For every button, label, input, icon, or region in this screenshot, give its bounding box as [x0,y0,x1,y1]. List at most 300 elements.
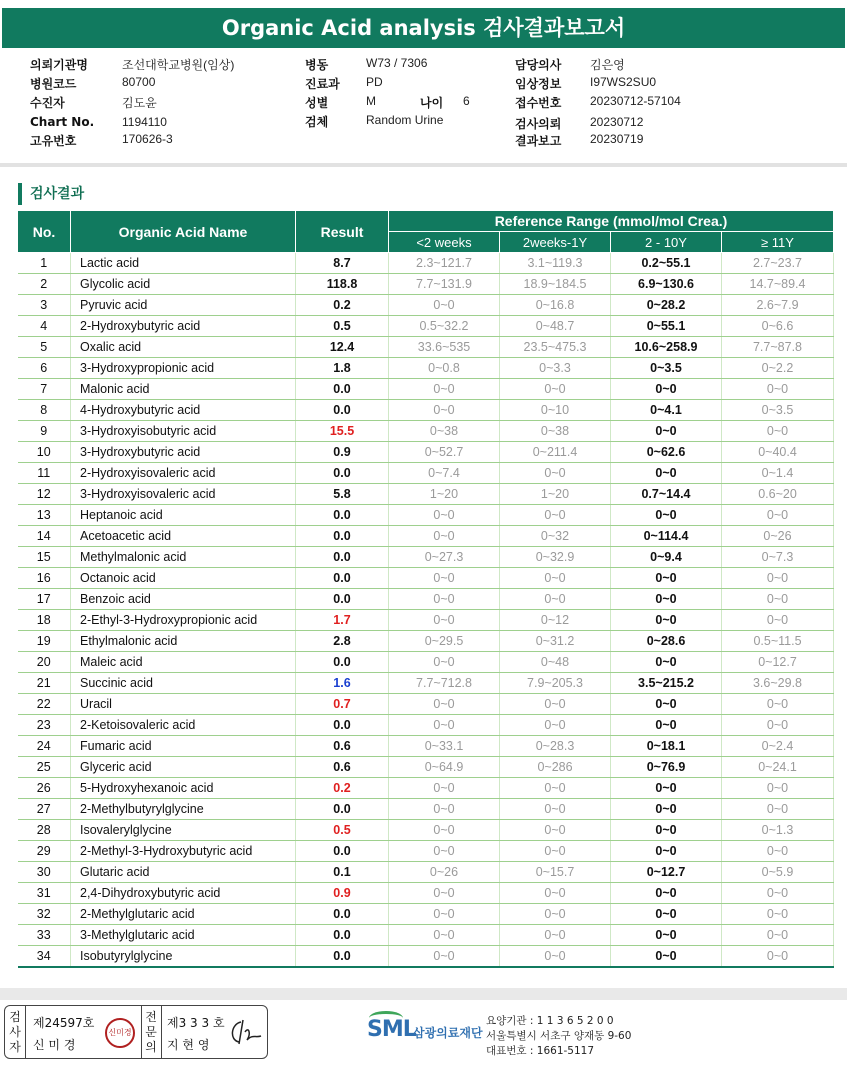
info-label: 고유번호 [30,134,77,148]
table-row [18,925,834,946]
acid-name: Pyruvic acid [71,295,296,316]
reference-range: 0~0 [389,946,500,967]
acid-name: 2-Ketoisovaleric acid [71,715,296,736]
table-row [18,337,834,358]
acid-name: 2,4-Dihydroxybutyric acid [71,883,296,904]
table-row [18,778,834,799]
specialist-name: 지 현 영 [167,1038,210,1052]
reference-range: 0.2~55.1 [611,253,722,274]
table-row [18,757,834,778]
result-value: 0.0 [296,526,389,547]
result-value: 0.0 [296,505,389,526]
result-value: 0.0 [296,652,389,673]
result-value: 118.8 [296,274,389,295]
row-number: 22 [18,694,71,715]
result-value: 0.2 [296,295,389,316]
reference-range: 0~0 [722,589,834,610]
reference-range: 0~28.3 [500,736,611,757]
reference-range: 0~0 [611,421,722,442]
acid-name: 5-Hydroxyhexanoic acid [71,778,296,799]
reference-range: 0~55.1 [611,316,722,337]
info-value: PD [366,75,383,89]
row-number: 33 [18,925,71,946]
reference-range: 0~0 [611,715,722,736]
reference-range: 0~0 [722,883,834,904]
info-label: 담당의사 [515,58,562,72]
reference-range: 10.6~258.9 [611,337,722,358]
reference-range: 0~0 [389,652,500,673]
reference-range: 0~0 [500,379,611,400]
reference-range: 2.6~7.9 [722,295,834,316]
seal-text: 신미경 [108,1028,132,1037]
reference-range: 0~27.3 [389,547,500,568]
info-label: 임상정보 [515,77,562,91]
row-number: 21 [18,673,71,694]
table-row [18,631,834,652]
reference-range: 0~211.4 [500,442,611,463]
reference-range: 0~10 [500,400,611,421]
acid-name: 2-Methyl-3-Hydroxybutyric acid [71,841,296,862]
table-row [18,253,834,274]
reference-range: 0~64.9 [389,757,500,778]
result-value: 0.0 [296,589,389,610]
info-value: 20230719 [590,132,644,146]
table-row [18,673,834,694]
reference-range: 7.7~87.8 [722,337,834,358]
result-value: 0.0 [296,400,389,421]
reference-range: 0~62.6 [611,442,722,463]
reference-range: 0~0 [722,379,834,400]
organization-name: 삼광의료재단 [413,1026,483,1040]
reference-range: 0~0 [389,925,500,946]
table-row [18,568,834,589]
reference-range: 0~9.4 [611,547,722,568]
reference-range: 33.6~535 [389,337,500,358]
reference-range: 0~12 [500,610,611,631]
reference-range: 0~3.3 [500,358,611,379]
info-label: 검사의뢰 [515,117,562,131]
reference-range: 3.1~119.3 [500,253,611,274]
reference-range: 0~0 [500,778,611,799]
reference-range: 0~0 [389,799,500,820]
info-label: 검체 [305,115,329,129]
info-label: 수진자 [30,96,65,110]
row-number: 1 [18,253,71,274]
reference-range: 0~7.4 [389,463,500,484]
table-row [18,421,834,442]
result-value: 8.7 [296,253,389,274]
reference-range: 0~3.5 [611,358,722,379]
reference-range: 0~0 [500,715,611,736]
reference-range: 0~26 [722,526,834,547]
reference-range: 0~0 [722,925,834,946]
row-number: 7 [18,379,71,400]
row-number: 32 [18,904,71,925]
info-value: 김은영 [590,58,625,72]
reference-range: 0~0 [611,568,722,589]
reference-range: 0~0 [500,925,611,946]
info-value: 1194110 [122,115,167,129]
contact-line: 서울특별시 서초구 양재동 9-60 [486,1030,632,1042]
result-value: 0.1 [296,862,389,883]
acid-name: Lactic acid [71,253,296,274]
header-result: Result [296,211,389,253]
section-title: 검사결과 [18,183,84,205]
reference-range: 0~16.8 [500,295,611,316]
result-value: 5.8 [296,484,389,505]
reference-range: 0~0 [500,505,611,526]
reference-range: 0~0 [722,505,834,526]
divider [0,163,847,167]
result-value: 0.9 [296,442,389,463]
reference-range: 0~0 [611,883,722,904]
specialist-license: 제3 3 3 호 [167,1016,225,1030]
table-row [18,610,834,631]
table-row [18,400,834,421]
table-row [18,484,834,505]
row-number: 8 [18,400,71,421]
acid-name: 2-Methylbutyrylglycine [71,799,296,820]
header-no: No. [18,211,71,253]
reference-range: 0~4.1 [611,400,722,421]
reference-range: 2.7~23.7 [722,253,834,274]
acid-name: 2-Hydroxybutyric acid [71,316,296,337]
row-number: 26 [18,778,71,799]
info-value: 조선대학교병원(임상) [122,58,235,72]
patient-info [0,56,847,156]
examiner-license: 제24597호 [33,1016,95,1030]
reference-range: 0~0 [722,610,834,631]
row-number: 20 [18,652,71,673]
reference-range: 0~1.3 [722,820,834,841]
reference-range: 0~0 [722,715,834,736]
table-row [18,799,834,820]
reference-range: 0~0 [389,568,500,589]
reference-range: 0~33.1 [389,736,500,757]
acid-name: 3-Hydroxyisovaleric acid [71,484,296,505]
reference-range: 0~0 [722,568,834,589]
reference-range: 0~0.8 [389,358,500,379]
acid-name: Succinic acid [71,673,296,694]
row-number: 34 [18,946,71,967]
acid-name: 3-Hydroxyisobutyric acid [71,421,296,442]
row-number: 19 [18,631,71,652]
examiner-name: 신 미 경 [33,1038,76,1052]
table-row [18,526,834,547]
table-row [18,841,834,862]
reference-range: 0~3.5 [722,400,834,421]
row-number: 29 [18,841,71,862]
reference-range: 0~5.9 [722,862,834,883]
contact-info [486,1014,631,1059]
reference-range: 0~52.7 [389,442,500,463]
acid-name: 3-Methylglutaric acid [71,925,296,946]
row-number: 10 [18,442,71,463]
acid-name: Maleic acid [71,652,296,673]
info-label: Chart No. [30,115,95,129]
row-number: 11 [18,463,71,484]
reference-range: 1~20 [500,484,611,505]
result-value: 1.7 [296,610,389,631]
reference-range: 0~0 [500,883,611,904]
result-value: 15.5 [296,421,389,442]
info-label: 진료과 [305,77,340,91]
result-value: 0.0 [296,946,389,967]
reference-range: 0~0 [611,778,722,799]
acid-name: Glyceric acid [71,757,296,778]
signature-box [4,1005,268,1059]
result-value: 0.0 [296,547,389,568]
info-label: 접수번호 [515,96,562,110]
reference-range: 0~1.4 [722,463,834,484]
report-title: Organic Acid analysis 검사결과보고서 [2,8,845,48]
reference-range: 1~20 [389,484,500,505]
result-value: 0.0 [296,463,389,484]
reference-range: 0~0 [500,463,611,484]
reference-range: 0~48 [500,652,611,673]
reference-range: 0~2.2 [722,358,834,379]
acid-name: 2-Hydroxyisovaleric acid [71,463,296,484]
table-row [18,442,834,463]
reference-range: 2.3~121.7 [389,253,500,274]
results-table [17,210,834,968]
reference-range: 3.6~29.8 [722,673,834,694]
acid-name: 2-Methylglutaric acid [71,904,296,925]
acid-name: 4-Hydroxybutyric acid [71,400,296,421]
reference-range: 0~0 [500,820,611,841]
result-value: 2.8 [296,631,389,652]
result-value: 1.6 [296,673,389,694]
acid-name: Malonic acid [71,379,296,400]
reference-range: 0~0 [389,883,500,904]
table-row [18,946,834,967]
reference-range: 0~0 [722,841,834,862]
result-value: 0.2 [296,778,389,799]
acid-name: Octanoic acid [71,568,296,589]
table-row [18,379,834,400]
age-label: 나이 [420,96,444,110]
table-row [18,274,834,295]
info-label: 성별 [305,96,329,110]
info-value: 80700 [122,75,156,89]
row-number: 12 [18,484,71,505]
result-value: 0.0 [296,715,389,736]
examiner-seal [105,1018,135,1048]
result-value: 0.9 [296,883,389,904]
reference-range: 0~0 [500,694,611,715]
examiner-label: 검 사 자 [9,1010,21,1054]
reference-range: 0~0 [611,820,722,841]
acid-name: Glycolic acid [71,274,296,295]
reference-range: 0~24.1 [722,757,834,778]
info-value: Random Urine [366,113,444,127]
reference-range: 0~0 [389,904,500,925]
row-number: 30 [18,862,71,883]
result-value: 0.6 [296,736,389,757]
reference-range: 0~26 [389,862,500,883]
info-value: 20230712-57104 [590,94,681,108]
table-row [18,589,834,610]
result-value: 0.0 [296,799,389,820]
result-value: 0.5 [296,820,389,841]
reference-range: 0~28.6 [611,631,722,652]
reference-range: 0~0 [389,715,500,736]
row-number: 15 [18,547,71,568]
table-row [18,862,834,883]
acid-name: Isobutyrylglycine [71,946,296,967]
reference-range: 0~0 [611,904,722,925]
info-value: M [366,94,376,108]
header-ref-2w-1y: 2weeks-1Y [500,232,611,253]
reference-range: 0~0 [389,820,500,841]
row-number: 16 [18,568,71,589]
row-number: 24 [18,736,71,757]
reference-range: 0~0 [611,841,722,862]
result-value: 0.0 [296,568,389,589]
reference-range: 0~0 [611,589,722,610]
reference-range: 0~0 [722,799,834,820]
info-label: 의뢰기관명 [30,58,88,72]
reference-range: 0~0 [722,904,834,925]
header-ref-ge11y: ≥ 11Y [722,232,834,253]
reference-range: 0~0 [611,610,722,631]
row-number: 3 [18,295,71,316]
result-value: 0.0 [296,925,389,946]
reference-range: 0~0 [389,295,500,316]
reference-range: 0.7~14.4 [611,484,722,505]
reference-range: 0~0 [389,505,500,526]
row-number: 9 [18,421,71,442]
reference-range: 0~0 [389,610,500,631]
result-value: 0.5 [296,316,389,337]
reference-range: 0~0 [500,841,611,862]
reference-range: 0~48.7 [500,316,611,337]
acid-name: Glutaric acid [71,862,296,883]
info-label: 병동 [305,58,329,72]
reference-range: 0~0 [611,694,722,715]
reference-range: 23.5~475.3 [500,337,611,358]
reference-range: 0~2.4 [722,736,834,757]
reference-range: 0~0 [389,526,500,547]
reference-range: 0~15.7 [500,862,611,883]
reference-range: 0~0 [722,778,834,799]
reference-range: 0.5~11.5 [722,631,834,652]
reference-range: 0~0 [722,946,834,967]
reference-range: 3.5~215.2 [611,673,722,694]
table-row [18,820,834,841]
info-value: 20230712 [590,115,644,129]
reference-range: 0~38 [389,421,500,442]
reference-range: 0~31.2 [500,631,611,652]
header-reference-range: Reference Range (mmol/mol Crea.) [389,211,834,232]
specialist-label: 전 문 의 [145,1010,157,1054]
row-number: 25 [18,757,71,778]
reference-range: 0~32 [500,526,611,547]
reference-range: 0~76.9 [611,757,722,778]
row-number: 31 [18,883,71,904]
result-value: 12.4 [296,337,389,358]
acid-name: Methylmalonic acid [71,547,296,568]
row-number: 14 [18,526,71,547]
header-ref-lt2w: <2 weeks [389,232,500,253]
reference-range: 0~12.7 [722,652,834,673]
reference-range: 0~40.4 [722,442,834,463]
result-value: 0.0 [296,379,389,400]
table-row [18,316,834,337]
table-row [18,505,834,526]
reference-range: 7.9~205.3 [500,673,611,694]
table-row [18,547,834,568]
info-value: 김도윤 [122,96,157,110]
reference-range: 0~0 [500,568,611,589]
reference-range: 0~12.7 [611,862,722,883]
reference-range: 0~0 [611,946,722,967]
table-row [18,652,834,673]
specialist-signature [227,1018,263,1048]
acid-name: Oxalic acid [71,337,296,358]
row-number: 6 [18,358,71,379]
acid-name: 2-Ethyl-3-Hydroxypropionic acid [71,610,296,631]
result-value: 0.7 [296,694,389,715]
reference-range: 0~28.2 [611,295,722,316]
acid-name: 3-Hydroxypropionic acid [71,358,296,379]
row-number: 4 [18,316,71,337]
reference-range: 0~0 [722,421,834,442]
reference-range: 0~0 [389,379,500,400]
age-value: 6 [463,94,470,108]
row-number: 23 [18,715,71,736]
logo-mark: SML [367,1017,416,1042]
reference-range: 0~0 [722,694,834,715]
table-row [18,883,834,904]
header-name: Organic Acid Name [71,211,296,253]
reference-range: 0.6~20 [722,484,834,505]
acid-name: Ethylmalonic acid [71,631,296,652]
reference-range: 0~0 [389,400,500,421]
reference-range: 0~0 [611,652,722,673]
acid-name: Heptanoic acid [71,505,296,526]
reference-range: 0~114.4 [611,526,722,547]
contact-line: 요양기관 : 1 1 3 6 5 2 0 0 [486,1015,614,1027]
table-row [18,694,834,715]
reference-range: 0~0 [389,589,500,610]
reference-range: 0~32.9 [500,547,611,568]
footer-divider [0,988,847,1000]
table-row [18,715,834,736]
acid-name: Isovalerylglycine [71,820,296,841]
reference-range: 0.5~32.2 [389,316,500,337]
reference-range: 0~0 [611,505,722,526]
table-row [18,463,834,484]
info-value: I97WS2SU0 [590,75,657,89]
reference-range: 6.9~130.6 [611,274,722,295]
reference-range: 0~0 [389,778,500,799]
reference-range: 0~7.3 [722,547,834,568]
row-number: 2 [18,274,71,295]
reference-range: 0~0 [611,379,722,400]
contact-line: 대표번호 : 1661-5117 [486,1045,595,1057]
result-value: 0.6 [296,757,389,778]
info-label: 결과보고 [515,134,562,148]
acid-name: Fumaric acid [71,736,296,757]
info-value: 170626-3 [122,132,173,146]
row-number: 27 [18,799,71,820]
reference-range: 0~0 [389,841,500,862]
reference-range: 7.7~131.9 [389,274,500,295]
table-row [18,358,834,379]
reference-range: 0~0 [611,463,722,484]
acid-name: Benzoic acid [71,589,296,610]
